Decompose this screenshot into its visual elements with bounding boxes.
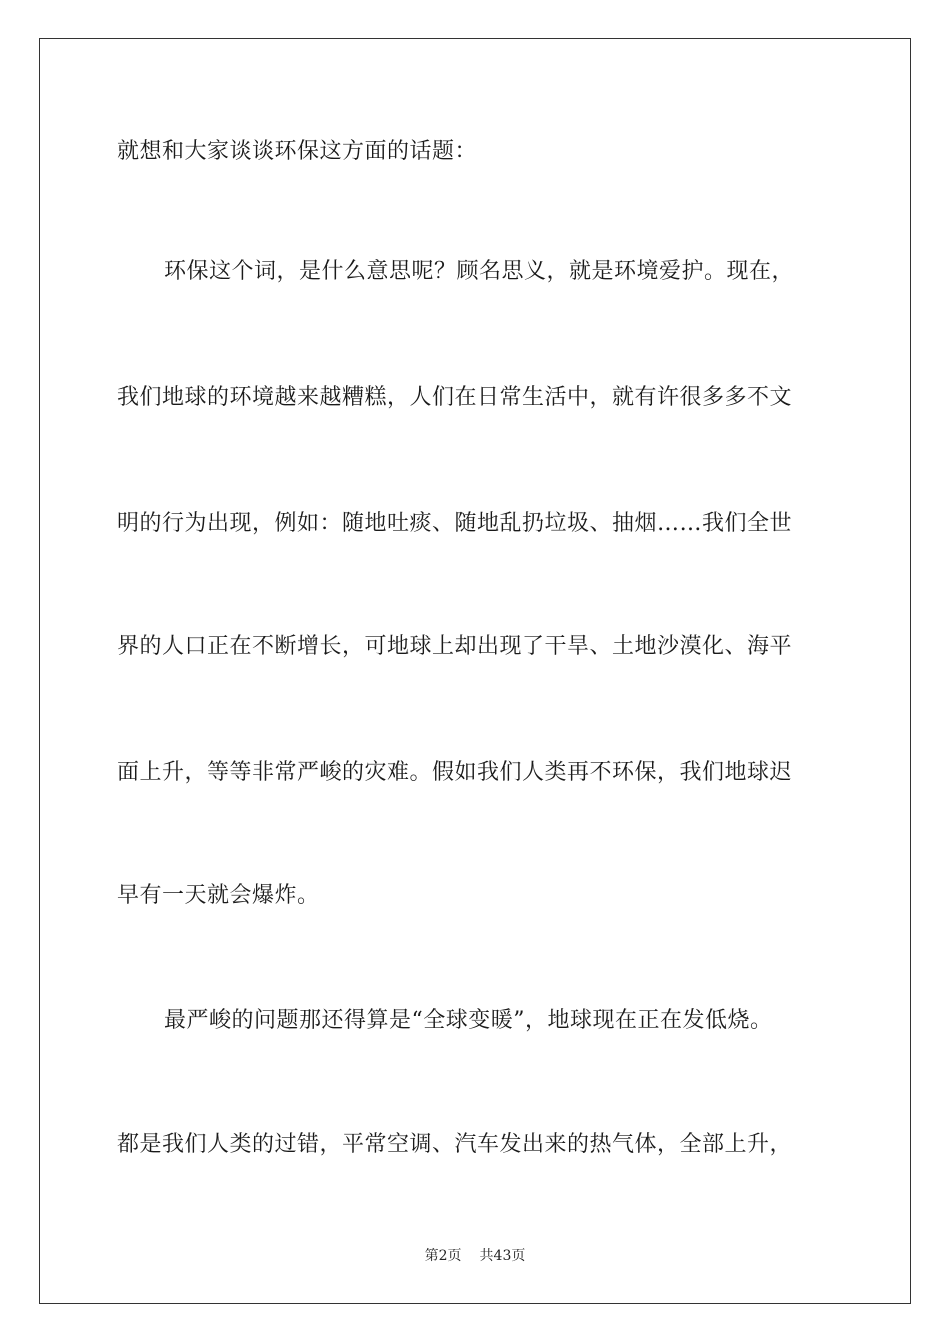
text-line-7: 早有一天就会爆炸。 bbox=[117, 883, 320, 908]
text-line-8: 最严峻的问题那还得算是“全球变暖”，地球现在正在发低烧。 bbox=[164, 1008, 773, 1033]
text-line-5: 界的人口正在不断增长，可地球上却出现了干旱、土地沙漠化、海平 bbox=[117, 634, 793, 659]
text-line-6: 面上升，等等非常严峻的灾难。假如我们人类再不环保，我们地球迟 bbox=[117, 760, 793, 785]
page-border bbox=[39, 38, 911, 1304]
page-footer bbox=[0, 1246, 950, 1266]
text-line-1: 就想和大家谈谈环保这方面的话题： bbox=[117, 139, 478, 164]
page-number: 第2页 bbox=[424, 1248, 462, 1264]
text-line-4: 明的行为出现，例如：随地吐痰、随地乱扔垃圾、抽烟……我们全世 bbox=[117, 511, 793, 536]
text-line-2: 环保这个词，是什么意思呢？顾名思义，就是环境爱护。现在， bbox=[164, 259, 795, 284]
text-line-3: 我们地球的环境越来越糟糕，人们在日常生活中，就有许很多多不文 bbox=[117, 385, 793, 410]
page-total: 共43页 bbox=[479, 1248, 526, 1264]
text-line-9: 都是我们人类的过错，平常空调、汽车发出来的热气体，全部上升， bbox=[117, 1132, 793, 1157]
